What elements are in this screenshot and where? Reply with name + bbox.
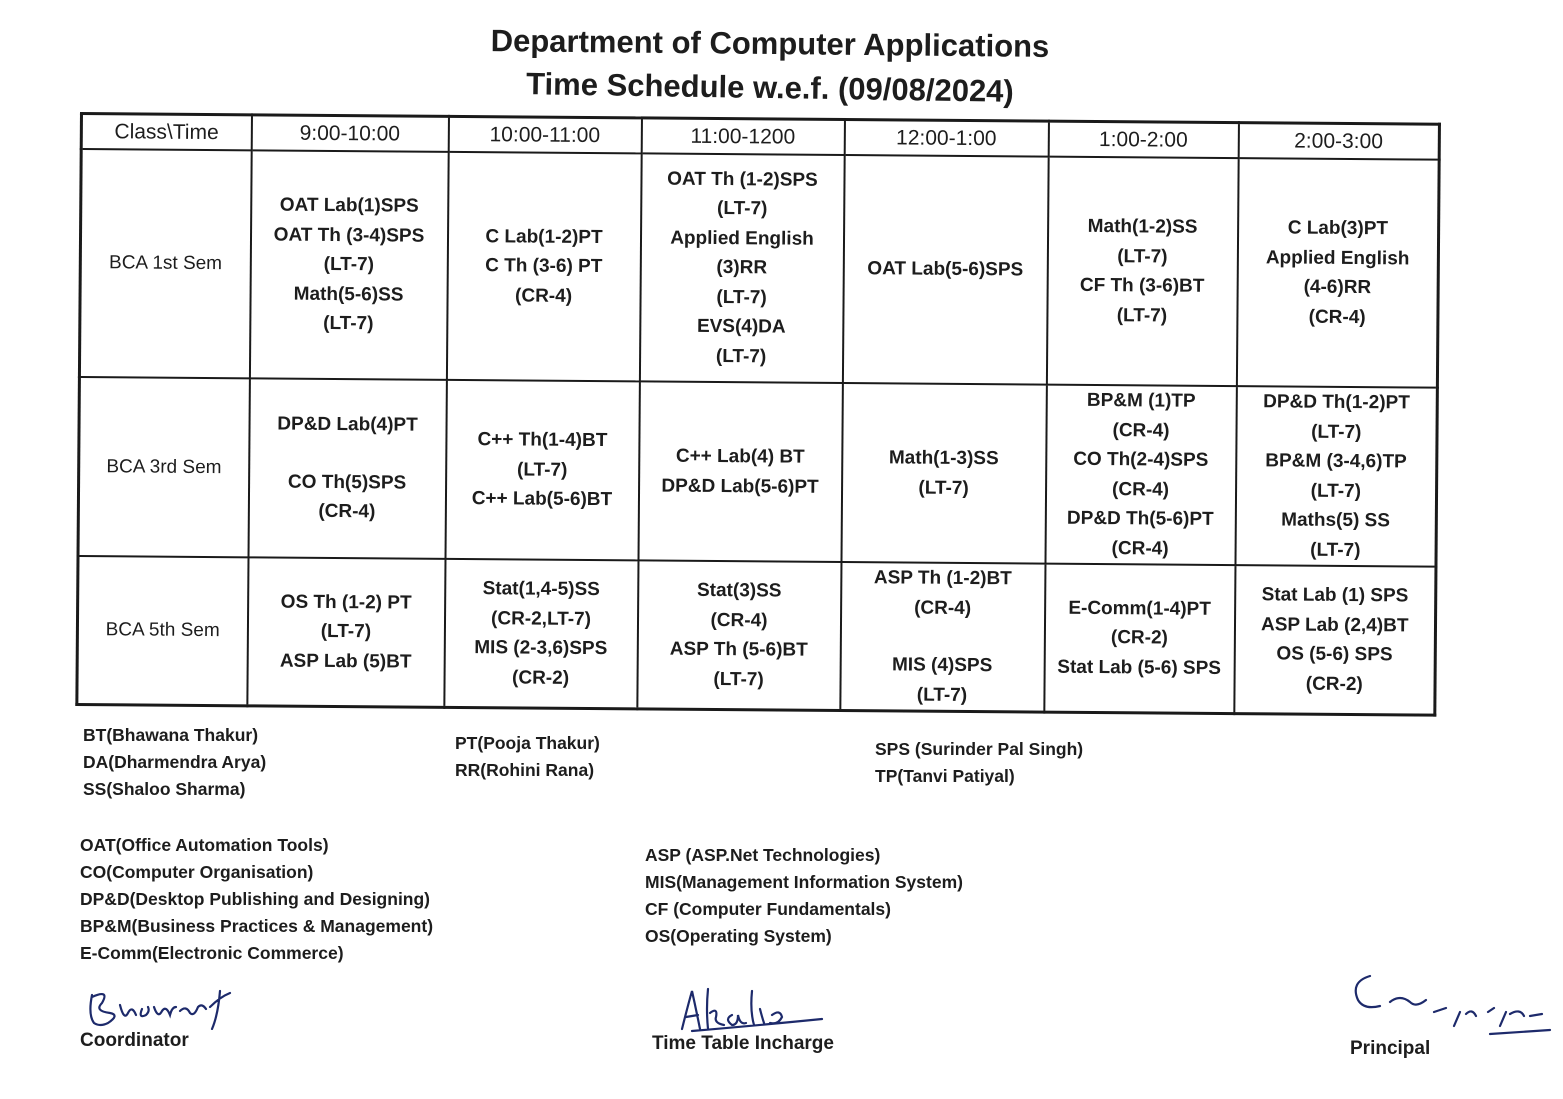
timetable-sheet [75, 112, 1438, 717]
schedule-entry: (CR-2) [511, 666, 570, 689]
schedule-cell [1234, 565, 1436, 715]
faculty-legend-col2 [455, 730, 600, 784]
coordinator-label: Coordinator [80, 1030, 189, 1051]
schedule-cell [446, 152, 641, 382]
schedule-entry: C Lab(1-2)PT [485, 225, 603, 248]
faculty-entry: RR(Rohini Rana) [455, 760, 595, 780]
principal-signature [1350, 968, 1555, 1038]
time-slot-header: 10:00-11:00 [448, 116, 641, 153]
schedule-cell [1235, 386, 1437, 567]
schedule-entry: ASP Lab (2,4)BT [1260, 613, 1409, 636]
schedule-entry: E-Comm(1-4)PT [1068, 597, 1211, 620]
class-label: BCA 5th Sem [77, 556, 248, 706]
schedule-entry: C++ Th(1-4)BT [477, 429, 608, 452]
time-slot-header: 11:00-1200 [641, 118, 844, 155]
subject-entry: OAT(Office Automation Tools) [80, 835, 329, 855]
schedule-entry: CO Th(5)SPS [287, 471, 407, 494]
class-label: BCA 3rd Sem [78, 377, 249, 557]
schedule-entry: (LT-7) [918, 477, 969, 499]
schedule-entry: (LT-7) [1117, 245, 1168, 268]
faculty-legend-col1 [83, 722, 266, 803]
schedule-entry: (CR-4) [318, 501, 376, 523]
table-row [77, 556, 1436, 715]
schedule-entry: (LT-7) [715, 345, 767, 368]
schedule-entry: MIS (2-3,6)SPS [474, 637, 608, 660]
schedule-entry [254, 439, 441, 468]
schedule-cell [1044, 564, 1235, 714]
schedule-entry: (4-6)RR [1303, 276, 1372, 299]
subject-legend-col2 [645, 842, 963, 950]
schedule-cell [842, 155, 1048, 385]
schedule-entry [845, 622, 1039, 652]
schedule-entry: Maths(5) SS [1281, 509, 1391, 532]
department-title: Department of Computer Applications [490, 23, 1050, 64]
faculty-entry: BT(Bhawana Thakur) [83, 725, 259, 745]
schedule-cell [1045, 385, 1236, 565]
schedule-entry: (LT-7) [713, 668, 764, 690]
schedule-cell [247, 557, 445, 707]
schedule-cell [840, 562, 1045, 712]
schedule-entry: (CR-2) [1305, 673, 1363, 695]
schedule-cell [444, 559, 638, 709]
subject-entry: E-Comm(Electronic Commerce) [80, 943, 344, 963]
subject-entry: BP&M(Business Practices & Management) [80, 916, 434, 936]
schedule-entry: (LT-7) [323, 254, 375, 276]
time-slot-header: 1:00-2:00 [1048, 121, 1238, 158]
table-row [79, 149, 1439, 388]
class-label: BCA 1st Sem [79, 149, 251, 378]
subject-entry: CO(Computer Organisation) [80, 862, 314, 882]
schedule-cell [637, 560, 841, 710]
corner-cell: Class\Time [81, 114, 251, 151]
schedule-entry: ASP Th (1-2)BT [873, 567, 1012, 590]
schedule-entry: (LT-7) [716, 286, 767, 309]
schedule-entry: (LT-7) [916, 684, 968, 706]
incharge-label: Time Table Incharge [652, 1033, 834, 1054]
schedule-entry: (CR-4) [1111, 478, 1170, 501]
schedule-entry: DP&D Lab(5-6)PT [661, 475, 819, 498]
timetable [75, 112, 1441, 717]
schedule-entry: (CR-2) [1110, 627, 1168, 649]
schedule-cell [1046, 157, 1238, 386]
schedule-entry: DP&D Th(5-6)PT [1066, 507, 1214, 530]
subject-entry: OS(Operating System) [645, 926, 832, 946]
schedule-entry: ASP Lab (5)BT [279, 650, 412, 673]
schedule-entry: BP&M (3-4,6)TP [1265, 450, 1407, 473]
schedule-entry: C++ Lab(4) BT [675, 445, 805, 468]
schedule-entry: Stat Lab (1) SPS [1261, 584, 1409, 607]
schedule-entry: C Lab(3)PT [1287, 217, 1389, 240]
schedule-entry: BP&M (1)TP [1086, 389, 1196, 412]
schedule-entry: CO Th(2-4)SPS [1073, 448, 1209, 471]
schedule-entry: Applied English [1265, 246, 1410, 269]
schedule-entry: (CR-4) [914, 597, 972, 619]
schedule-entry: Applied English [670, 227, 814, 250]
schedule-entry: (LT-7) [1310, 539, 1361, 561]
schedule-entry: (LT-7) [516, 459, 568, 481]
schedule-cell [841, 383, 1046, 564]
schedule-cell [639, 153, 844, 383]
schedule-entry: Math(1-2)SS [1087, 215, 1198, 238]
schedule-entry: (3)RR [716, 257, 768, 279]
schedule-entry: C Th (3-6) PT [485, 255, 603, 278]
schedule-cell [638, 381, 842, 562]
principal-label: Principal [1350, 1038, 1431, 1059]
subject-legend-col1 [80, 832, 433, 967]
faculty-entry: DA(Dharmendra Arya) [83, 752, 267, 772]
coordinator-signature [80, 985, 250, 1030]
schedule-cell [1236, 158, 1439, 388]
schedule-entry: Math(1-3)SS [888, 447, 999, 470]
table-row [78, 377, 1437, 567]
schedule-entry: MIS (4)SPS [891, 654, 993, 677]
schedule-entry: Stat(1,4-5)SS [482, 578, 600, 601]
schedule-entry: EVS(4)DA [696, 316, 786, 338]
schedule-entry: (CR-4) [1112, 419, 1170, 442]
schedule-entry: (LT-7) [1311, 421, 1362, 443]
time-slot-header: 9:00-10:00 [251, 115, 448, 152]
schedule-entry: OAT Th (3-4)SPS [273, 224, 425, 247]
schedule-entry: (LT-7) [1310, 480, 1362, 502]
schedule-entry: Stat Lab (5-6) SPS [1057, 656, 1222, 679]
subject-entry: DP&D(Desktop Publishing and Designing) [80, 889, 431, 909]
schedule-entry: (CR-4) [710, 609, 768, 631]
time-slot-header: 2:00-3:00 [1238, 123, 1439, 160]
schedule-entry: (CR-4) [514, 285, 573, 307]
schedule-entry: CF Th (3-6)BT [1079, 274, 1205, 297]
subject-entry: ASP (ASP.Net Technologies) [645, 845, 881, 865]
schedule-entry: OAT Lab(1)SPS [279, 194, 419, 217]
faculty-entry: SPS (Surinder Pal Singh) [875, 739, 1084, 759]
faculty-legend-col3 [875, 736, 1083, 790]
schedule-entry: Stat(3)SS [696, 579, 782, 602]
faculty-entry: TP(Tanvi Patiyal) [875, 766, 1015, 786]
schedule-entry: (CR-4) [1111, 537, 1169, 560]
schedule-entry: (CR-4) [1308, 306, 1366, 328]
document-header [380, 22, 1160, 110]
faculty-entry: PT(Pooja Thakur) [455, 733, 600, 753]
schedule-entry: OAT Lab(5-6)SPS [867, 258, 1024, 281]
schedule-cell [249, 150, 448, 380]
subject-entry: MIS(Management Information System) [645, 872, 963, 892]
schedule-entry: OAT Th (1-2)SPS [667, 168, 818, 191]
schedule-entry: (LT-7) [320, 621, 372, 643]
schedule-cell [445, 380, 639, 561]
schedule-entry: DP&D Th(1-2)PT [1263, 391, 1410, 414]
schedule-subtitle: Time Schedule w.e.f. (09/08/2024) [525, 66, 1015, 109]
schedule-entry: (CR-2,LT-7) [490, 607, 592, 630]
schedule-entry: DP&D Lab(4)PT [277, 413, 418, 436]
incharge-signature [652, 985, 832, 1033]
time-slot-header: 12:00-1:00 [844, 120, 1048, 157]
schedule-entry: OS (5-6) SPS [1276, 643, 1393, 666]
schedule-entry: (LT-7) [717, 198, 768, 220]
subject-entry: CF (Computer Fundamentals) [645, 899, 891, 919]
schedule-entry: OS Th (1-2) PT [280, 591, 412, 614]
schedule-entry: ASP Th (5-6)BT [669, 638, 808, 661]
schedule-entry: Math(5-6)SS [293, 283, 404, 306]
schedule-cell [248, 378, 446, 559]
principal-signature-block [1350, 968, 1555, 1060]
schedule-entry: (LT-7) [1116, 304, 1168, 327]
coordinator-signature-block [80, 985, 250, 1052]
schedule-entry: C++ Lab(5-6)BT [471, 488, 613, 511]
faculty-entry: SS(Shaloo Sharma) [83, 779, 246, 799]
incharge-signature-block [652, 985, 834, 1055]
schedule-entry: (LT-7) [323, 313, 374, 335]
